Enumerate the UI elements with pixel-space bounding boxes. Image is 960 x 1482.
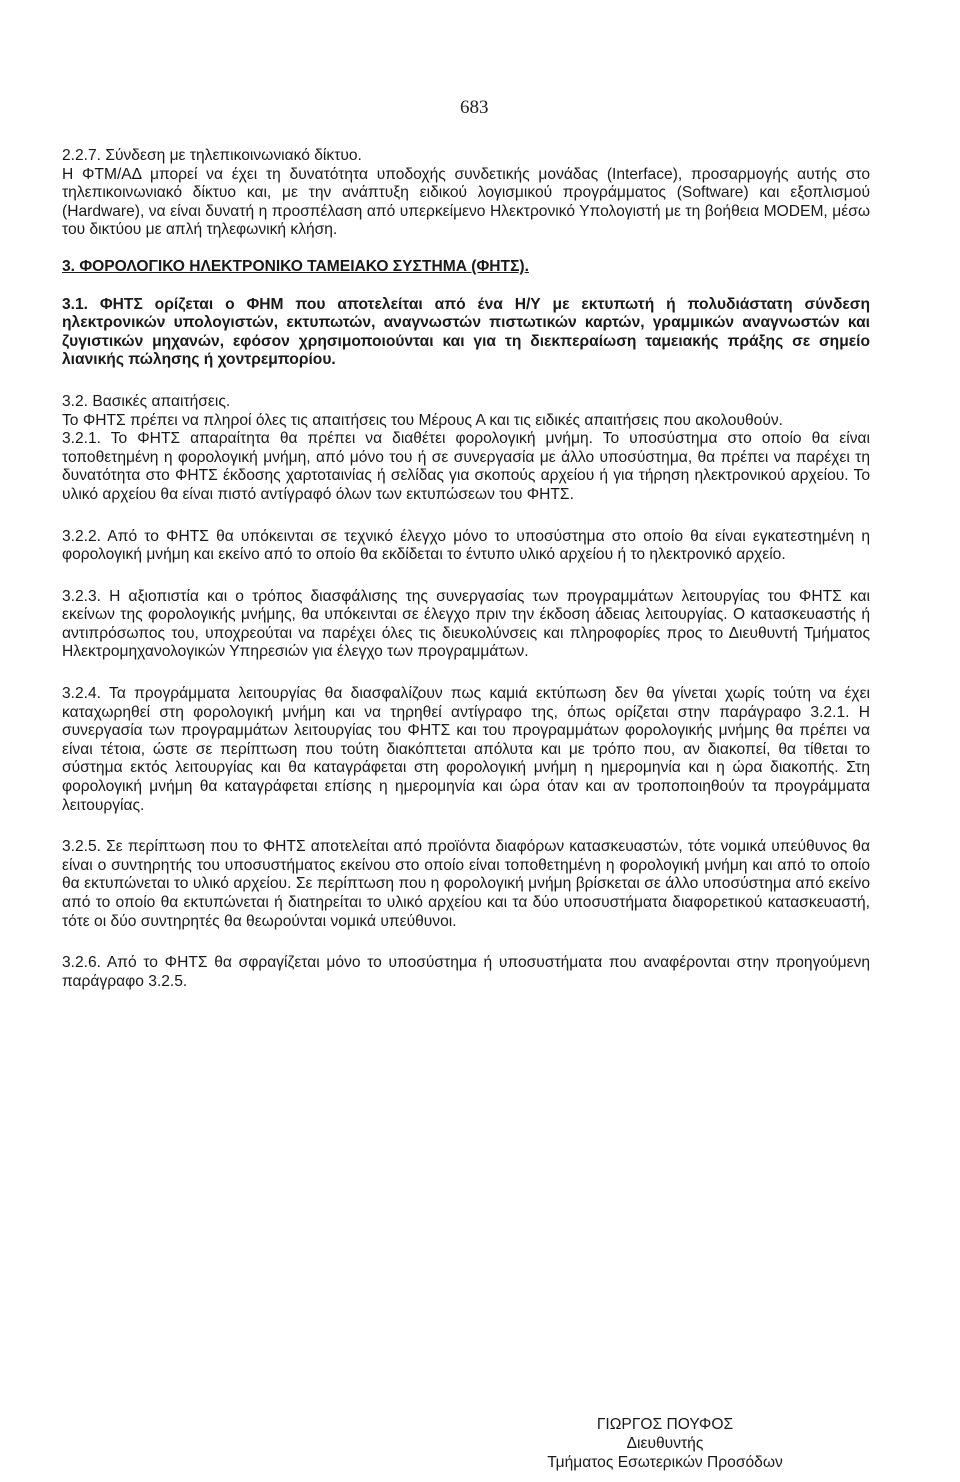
signature-block: [520, 1415, 810, 1472]
paragraph-3-2-4: 3.2.4. Τα προγράμματα λειτουργίας θα διασφαλίζουν πως καμιά εκτύπωση δεν θα γίνεται χωρίς τούτη να έχει καταχωρηθεί στη φορολογική μνήμη και να τηρηθεί αντίγραφο της, όπως ορίζεται στην παράγραφο 3.2.1. Η συνεργασία των προγραμμάτων λειτουργίας του ΦΗΤΣ και του προγραμμάτων φορολογικής μνήμης θα πρέπει να είναι τέτοια, ώστε σε περίπτωση που τούτη διακόπτεται απόλυτα και με τρόπο που, αν διακοπεί, θα τίθεται το σύστημα εκτός λειτουργίας και θα καταγράφεται στη φορολογική μνήμη η ημερομηνία και η ώρα διακοπής. Στη φορολογική μνήμη θα καταγράφεται επίσης η ημερομηνία και ώρα όταν και αν τροποποιηθούν τα προγράμματα λειτουργίας.: [62, 685, 870, 814]
paragraph-3-2-6: 3.2.6. Από το ΦΗΤΣ θα σφραγίζεται μόνο το υποσύστημα ή υποσυστήματα που αναφέρονται στην προηγούμενη παράγραφο 3.2.5.: [62, 954, 870, 990]
paragraph-3-2-5: 3.2.5. Σε περίπτωση που το ΦΗΤΣ αποτελείται από προϊόντα διαφόρων κατασκευαστών, τότε νομικά υπεύθυνος θα είναι ο συντηρητής του υποσυστήματος εκείνου στο οποίο είναι τοποθετημένη η φορολογική μνήμη και από το οποίο θα εκτυπώνεται το υλικό αρχείου. Σε περίπτωση που η φορολογική μνήμη βρίσκεται σε άλλο υποσύστημα από εκείνο από το οποίο θα εκτυπώνεται ή διατηρείται το υλικό αρχείου και τα δύο υποσυστήματα διαφορετικού κατασκευαστή, τότε οι δύο συντηρητές θα θεωρούνται νομικά υπεύθυνοι.: [62, 838, 870, 930]
section-32-heading: 3.2. Βασικές απαιτήσεις.: [62, 392, 231, 410]
section-3-heading: 3. ΦΟΡΟΛΟΓΙΚΟ ΗΛΕΚΤΡΟΝΙΚΟ ΤΑΜΕΙΑΚΟ ΣΥΣΤΗΜΑ (ΦΗΤΣ).: [62, 257, 529, 275]
paragraph-3-2-2: 3.2.2. Από το ΦΗΤΣ θα υπόκεινται σε τεχνικό έλεγχο μόνο το υποσύστημα στο οποίο θα είναι εγκατεστημένη η φορολογική μνήμη και εκείνο από το οποίο θα εκδίδεται το έντυπο υλικό αρχείου ή το ηλεκτρονικό αρχείο.: [62, 527, 870, 564]
signature-department: Τμήματος Εσωτερικών Προσόδων: [547, 1454, 783, 1471]
paragraph-3-2-1: 3.2.1. Το ΦΗΤΣ απαραίτητα θα πρέπει να διαθέτει φορολογική μνήμη. Το υποσύστημα στο οποίο θα είναι τοποθετημένη η φορολογική μνήμη, από μόνο του ή σε συνεργασία με άλλο υποσύστημα, θα πρέπει να παρέχει τη δυνατότητα στο ΦΗΤΣ έκδοσης χαρτοταινίας ή σελίδας για σκοπούς αρχείου ή για τήρηση ηλεκτρονικού αρχείου. Το υλικό αρχείου θα είναι πιστό αντίγραφό όλων των εκτυπώσεων του ΦΗΤΣ.: [62, 430, 870, 503]
section-32-intro: Το ΦΗΤΣ πρέπει να πληροί όλες τις απαιτήσεις του Μέρους Α και τις ειδικές απαιτήσεις που ακολουθούν.: [62, 411, 783, 429]
signature-role: Διευθυντής: [626, 1435, 704, 1452]
signature-name: ΓΙΩΡΓΟΣ ΠΟΥΦΟΣ: [596, 1416, 734, 1433]
section-227-heading: 2.2.7. Σύνδεση με τηλεπικοινωνιακό δίκτυο.: [62, 147, 362, 164]
paragraph-3-1: 3.1. ΦΗΤΣ ορίζεται ο ΦΗΜ που αποτελείται από ένα Η/Υ με εκτυπωτή ή πολυδιάστατη σύνδεση ηλεκτρονικών υπολογιστών, εκτυπωτών, αναγνωστών πιστωτικών καρτών, γραμμικών αναγνωστών και ζυγιστικών μηχανών, εφόσον χρησιμοποιούνται και για τη διεκπεραίωση ταμειακής πράξης σε σημείο λιανικής πώλησης ή χοντρεμπορίου.: [62, 295, 870, 369]
page-number: 683: [460, 97, 489, 118]
section-227-text: Η ΦΤΜ/ΑΔ μπορεί να έχει τη δυνατότητα υποδοχής συνδετικής μονάδας (Interface), προσαρμογής αυτής στο τηλεπικοινωνιακό δίκτυο και, με την ανάπτυξη ειδικού λογισμικού προγράμματος (Software) και εξοπλισμού (Hardware), να είναι δυνατή η προσπέλαση από υπερκείμενο Ηλεκτρονικό Υπολογιστή με τη βοήθεια MODEM, μέσω του δικτύου με απλή τηλεφωνική κλήση.: [62, 165, 870, 239]
paragraph-3-2-3: 3.2.3. Η αξιοπιστία και ο τρόπος διασφάλισης της συνεργασίας των προγραμμάτων λειτουργίας του ΦΗΤΣ και εκείνων της φορολογικής μνήμης, θα υπόκεινται σε έλεγχο πριν την έκδοση άδειας λειτουργίας. Ο κατασκευαστής ή αντιπρόσωπος του, υποχρεούται να παρέχει όλες τις διευκολύνσεις και πληροφορίες προς το Διευθυντή Τμήματος Ηλεκτρομηχανολογικών Υπηρεσιών για έλεγχο των προγραμμάτων.: [62, 587, 870, 661]
document-body: [62, 147, 870, 991]
